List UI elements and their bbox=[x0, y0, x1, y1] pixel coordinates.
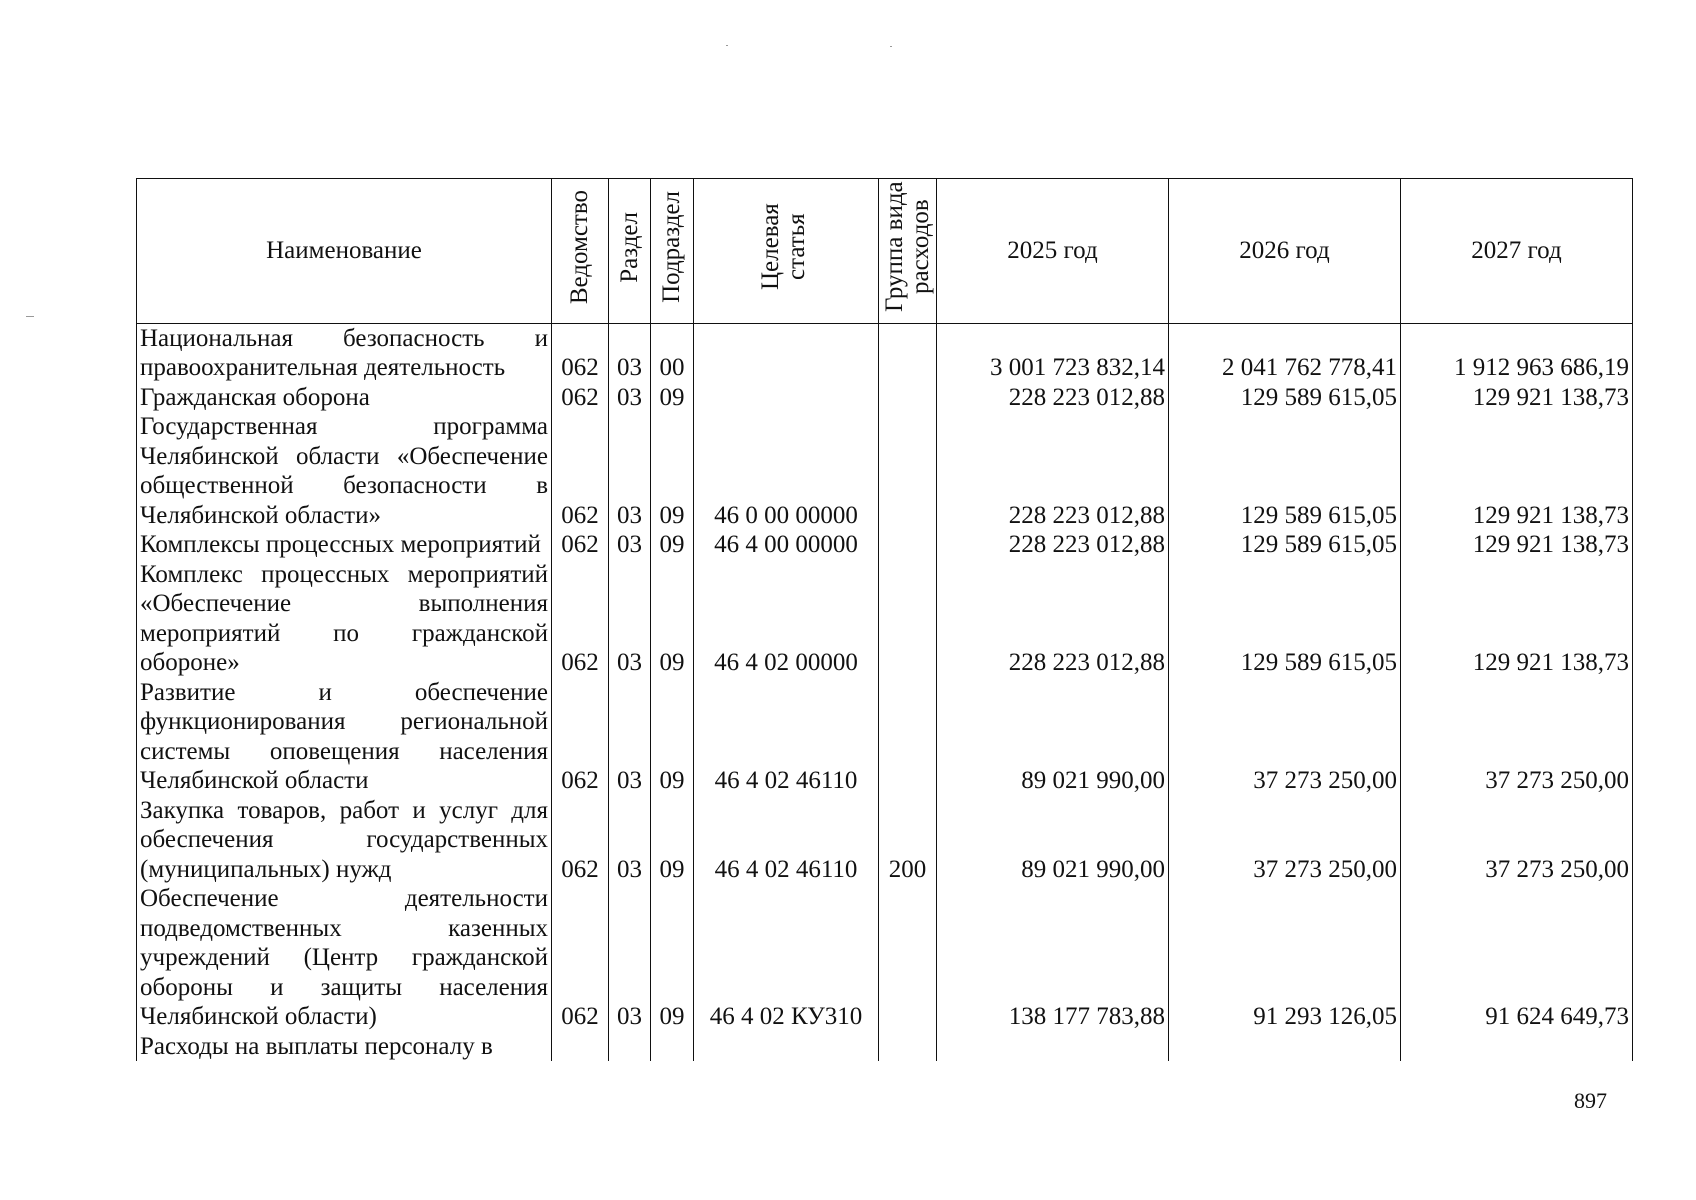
table-row bbox=[137, 412, 1633, 530]
row-2027: 129 921 138,73 bbox=[1401, 383, 1633, 413]
row-2027: 37 273 250,00 bbox=[1401, 796, 1633, 885]
row-celevaya: 46 4 00 00000 bbox=[694, 530, 879, 560]
row-podrazdel: 00 bbox=[651, 323, 694, 383]
row-name: Государственная программа Челябинской области «Обеспечение общественной безопасности в Челябинской области» bbox=[137, 412, 552, 530]
row-gruppa bbox=[879, 678, 937, 796]
row-2027: 129 921 138,73 bbox=[1401, 530, 1633, 560]
row-razdel: 03 bbox=[609, 530, 651, 560]
row-2025: 228 223 012,88 bbox=[937, 383, 1169, 413]
header-2027: 2027 год bbox=[1401, 179, 1633, 324]
row-2026: 129 589 615,05 bbox=[1169, 530, 1401, 560]
scan-speck bbox=[890, 46, 892, 47]
budget-table bbox=[136, 178, 1633, 1061]
row-2025: 3 001 723 832,14 bbox=[937, 323, 1169, 383]
row-2025: 89 021 990,00 bbox=[937, 678, 1169, 796]
row-ved: 062 bbox=[552, 884, 609, 1032]
row-name: Развитие и обеспечение функционирования региональной системы оповещения населения Челябинской области bbox=[137, 678, 552, 796]
row-celevaya bbox=[694, 323, 879, 383]
row-name: Расходы на выплаты персоналу в bbox=[137, 1032, 552, 1062]
row-2026: 129 589 615,05 bbox=[1169, 412, 1401, 530]
row-2026: 129 589 615,05 bbox=[1169, 383, 1401, 413]
row-2025 bbox=[937, 1032, 1169, 1062]
row-celevaya bbox=[694, 383, 879, 413]
row-gruppa bbox=[879, 884, 937, 1032]
row-name: Гражданская оборона bbox=[137, 383, 552, 413]
row-gruppa bbox=[879, 323, 937, 383]
row-ved: 062 bbox=[552, 678, 609, 796]
table-row bbox=[137, 383, 1633, 413]
header-2025: 2025 год bbox=[937, 179, 1169, 324]
row-2025: 228 223 012,88 bbox=[937, 560, 1169, 678]
row-gruppa bbox=[879, 383, 937, 413]
table-row bbox=[137, 796, 1633, 885]
row-2026: 37 273 250,00 bbox=[1169, 796, 1401, 885]
scan-speck bbox=[26, 316, 34, 317]
row-2025: 89 021 990,00 bbox=[937, 796, 1169, 885]
row-2026 bbox=[1169, 1032, 1401, 1062]
page-number: 897 bbox=[1574, 1088, 1607, 1113]
row-podrazdel: 09 bbox=[651, 884, 694, 1032]
row-gruppa bbox=[879, 530, 937, 560]
row-ved: 062 bbox=[552, 796, 609, 885]
row-2027 bbox=[1401, 1032, 1633, 1062]
row-2027: 37 273 250,00 bbox=[1401, 678, 1633, 796]
row-name: Обеспечение деятельности подведомственных казенных учреждений (Центр гражданской обороны и защиты населения Челябинской области) bbox=[137, 884, 552, 1032]
row-celevaya: 46 4 02 КУ310 bbox=[694, 884, 879, 1032]
table-header-row bbox=[137, 179, 1633, 324]
row-celevaya: 46 4 02 46110 bbox=[694, 678, 879, 796]
row-celevaya: 46 0 00 00000 bbox=[694, 412, 879, 530]
row-2027: 129 921 138,73 bbox=[1401, 412, 1633, 530]
row-gruppa bbox=[879, 560, 937, 678]
table-row bbox=[137, 323, 1633, 383]
row-ved bbox=[552, 1032, 609, 1062]
row-ved: 062 bbox=[552, 383, 609, 413]
row-celevaya: 46 4 02 00000 bbox=[694, 560, 879, 678]
row-podrazdel: 09 bbox=[651, 560, 694, 678]
row-razdel: 03 bbox=[609, 560, 651, 678]
row-gruppa bbox=[879, 1032, 937, 1062]
table-row bbox=[137, 884, 1633, 1032]
table-row bbox=[137, 560, 1633, 678]
row-celevaya: 46 4 02 46110 bbox=[694, 796, 879, 885]
row-ved: 062 bbox=[552, 560, 609, 678]
row-2025: 228 223 012,88 bbox=[937, 530, 1169, 560]
header-name: Наименование bbox=[137, 179, 552, 324]
row-razdel: 03 bbox=[609, 383, 651, 413]
row-ved: 062 bbox=[552, 530, 609, 560]
header-2026: 2026 год bbox=[1169, 179, 1401, 324]
row-podrazdel bbox=[651, 1032, 694, 1062]
row-gruppa bbox=[879, 412, 937, 530]
scan-speck bbox=[726, 45, 728, 46]
row-2025: 228 223 012,88 bbox=[937, 412, 1169, 530]
row-2026: 91 293 126,05 bbox=[1169, 884, 1401, 1032]
header-podrazdel: Подраздел bbox=[651, 179, 694, 324]
row-2027: 1 912 963 686,19 bbox=[1401, 323, 1633, 383]
row-celevaya bbox=[694, 1032, 879, 1062]
row-razdel: 03 bbox=[609, 884, 651, 1032]
row-2027: 91 624 649,73 bbox=[1401, 884, 1633, 1032]
row-name: Закупка товаров, работ и услуг для обеспечения государственных (муниципальных) нужд bbox=[137, 796, 552, 885]
row-2025: 138 177 783,88 bbox=[937, 884, 1169, 1032]
header-razdel: Раздел bbox=[609, 179, 651, 324]
table-row bbox=[137, 678, 1633, 796]
row-2027: 129 921 138,73 bbox=[1401, 560, 1633, 678]
table-row bbox=[137, 530, 1633, 560]
row-2026: 37 273 250,00 bbox=[1169, 678, 1401, 796]
row-podrazdel: 09 bbox=[651, 412, 694, 530]
row-razdel: 03 bbox=[609, 678, 651, 796]
row-razdel bbox=[609, 1032, 651, 1062]
row-podrazdel: 09 bbox=[651, 796, 694, 885]
header-celevaya: Целевая статья bbox=[694, 179, 879, 324]
row-ved: 062 bbox=[552, 412, 609, 530]
header-gruppa: Группа вида расходов bbox=[879, 179, 937, 324]
row-2026: 2 041 762 778,41 bbox=[1169, 323, 1401, 383]
row-name: Национальная безопасность и правоохранительная деятельность bbox=[137, 323, 552, 383]
row-razdel: 03 bbox=[609, 412, 651, 530]
row-podrazdel: 09 bbox=[651, 383, 694, 413]
header-ved: Ведомство bbox=[552, 179, 609, 324]
row-razdel: 03 bbox=[609, 796, 651, 885]
table-row bbox=[137, 1032, 1633, 1062]
row-podrazdel: 09 bbox=[651, 530, 694, 560]
row-2026: 129 589 615,05 bbox=[1169, 560, 1401, 678]
row-razdel: 03 bbox=[609, 323, 651, 383]
row-ved: 062 bbox=[552, 323, 609, 383]
row-gruppa: 200 bbox=[879, 796, 937, 885]
row-name: Комплексы процессных мероприятий bbox=[137, 530, 552, 560]
row-podrazdel: 09 bbox=[651, 678, 694, 796]
row-name: Комплекс процессных мероприятий «Обеспечение выполнения мероприятий по гражданской обороне» bbox=[137, 560, 552, 678]
